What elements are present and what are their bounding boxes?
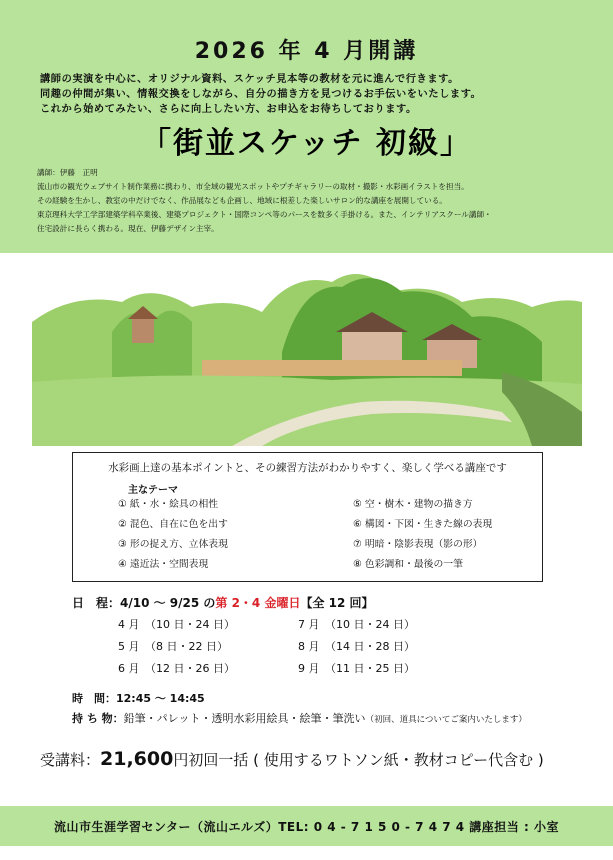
instructor-bio-line: 東京理科大学工学部建築学科卒業後、建築プロジェクト・国際コンペ等のパースを数多く手掛ける。また、インテリアスクール講師・: [37, 210, 492, 219]
instructor-bio-line: 流山市の観光ウェブサイト制作業務に携わり、市全域の観光スポットやプチギャラリーの取材・撮影・水彩画イラストを担当。: [37, 182, 469, 191]
schedule-month: 4 月 （10 日・24 日）: [118, 618, 235, 631]
fee-line: [40, 748, 544, 770]
theme-item: ③ 形の捉え方、立体表現: [118, 539, 228, 550]
themes-heading: 主なテーマ: [128, 485, 178, 496]
schedule-month: 7 月 （10 日・24 日）: [298, 618, 415, 631]
time-line: [72, 690, 205, 706]
schedule-label: 日 程：4/10 ～ 9/25 の: [72, 596, 216, 610]
schedule-month: 9 月 （11 日・25 日）: [298, 662, 415, 675]
themes-intro: 水彩画上達の基本ポイントと、その練習方法がわかりやすく、楽しく学べる講座です: [108, 462, 507, 474]
intro-text: [40, 72, 580, 117]
belongings-label: 持 ち 物：: [72, 712, 124, 725]
theme-item: ④ 遠近法・空間表現: [118, 559, 209, 570]
start-date-heading: 2026 年 4 月開講: [194, 39, 419, 64]
schedule-month: 6 月 （12 日・26 日）: [118, 662, 235, 675]
belongings-value: 鉛筆・パレット・透明水彩用絵具・絵筆・筆洗い: [123, 712, 366, 725]
course-title: 「街並スケッチ 初級」: [141, 126, 472, 161]
schedule-month: 8 月 （14 日・28 日）: [298, 640, 415, 653]
intro-line: 同趣の仲間が集い、情報交換をしながら、自分の描き方を見つけるお手伝いをいたします。: [40, 89, 482, 100]
fee-amount: 21,600: [100, 748, 174, 770]
schedule-highlight: 第 2・4 金曜日: [215, 596, 301, 610]
themes-box: [72, 452, 543, 582]
belongings-note: （初回、道具についてご案内いたします）: [365, 715, 527, 725]
theme-item: ② 混色、自在に色を出す: [118, 519, 228, 530]
intro-line: これから始めてみたい、さらに向上したい方、お申込をお待ちしております。: [40, 104, 417, 115]
time-label: 時 間：: [72, 692, 116, 705]
schedule-heading: [72, 594, 374, 611]
instructor-profile: [37, 166, 597, 236]
instructor-label: 講師：伊藤 正明: [37, 168, 98, 177]
instructor-bio-line: 住宅設計に長らく携わる。現在、伊藤デザイン主宰。: [37, 224, 219, 233]
intro-line: 講師の実演を中心に、オリジナル資料、スケッチ見本等の教材を元に進んで行きます。: [40, 74, 459, 85]
theme-item: ⑤ 空・樹木・建物の描き方: [353, 499, 473, 510]
fee-unit: 円: [173, 751, 189, 769]
fee-label: 受講料：: [40, 751, 101, 769]
time-value: 12:45 ～ 14:45: [116, 692, 205, 705]
theme-item: ① 紙・水・絵具の相性: [118, 499, 219, 510]
instructor-bio-line: その経験を生かし、教室の中だけでなく、作品展なども企画し、地域に根差した楽しいサロン的な講座を展開している。: [37, 196, 447, 205]
fee-note: 初回一括 ( 使用するワトソン紙・教材コピー代含む ): [188, 751, 544, 769]
theme-item: ⑦ 明暗・陰影表現（影の形）: [353, 539, 483, 550]
theme-item: ⑧ 色彩調和・最後の一筆: [353, 559, 463, 570]
schedule-month: 5 月 （8 日・22 日）: [118, 640, 228, 653]
townscape-watercolor-illustration: [32, 262, 582, 446]
belongings-line: [72, 710, 527, 726]
theme-item: ⑥ 構図・下図・生きた線の表現: [353, 519, 493, 530]
contact-footer: 流山市生涯学習センター（流山エルズ）TEL: 0 4 - 7 1 5 0 - 7 4 7 4 講座担当 : 小室: [54, 820, 559, 834]
schedule-count: 【全 12 回】: [300, 596, 374, 610]
